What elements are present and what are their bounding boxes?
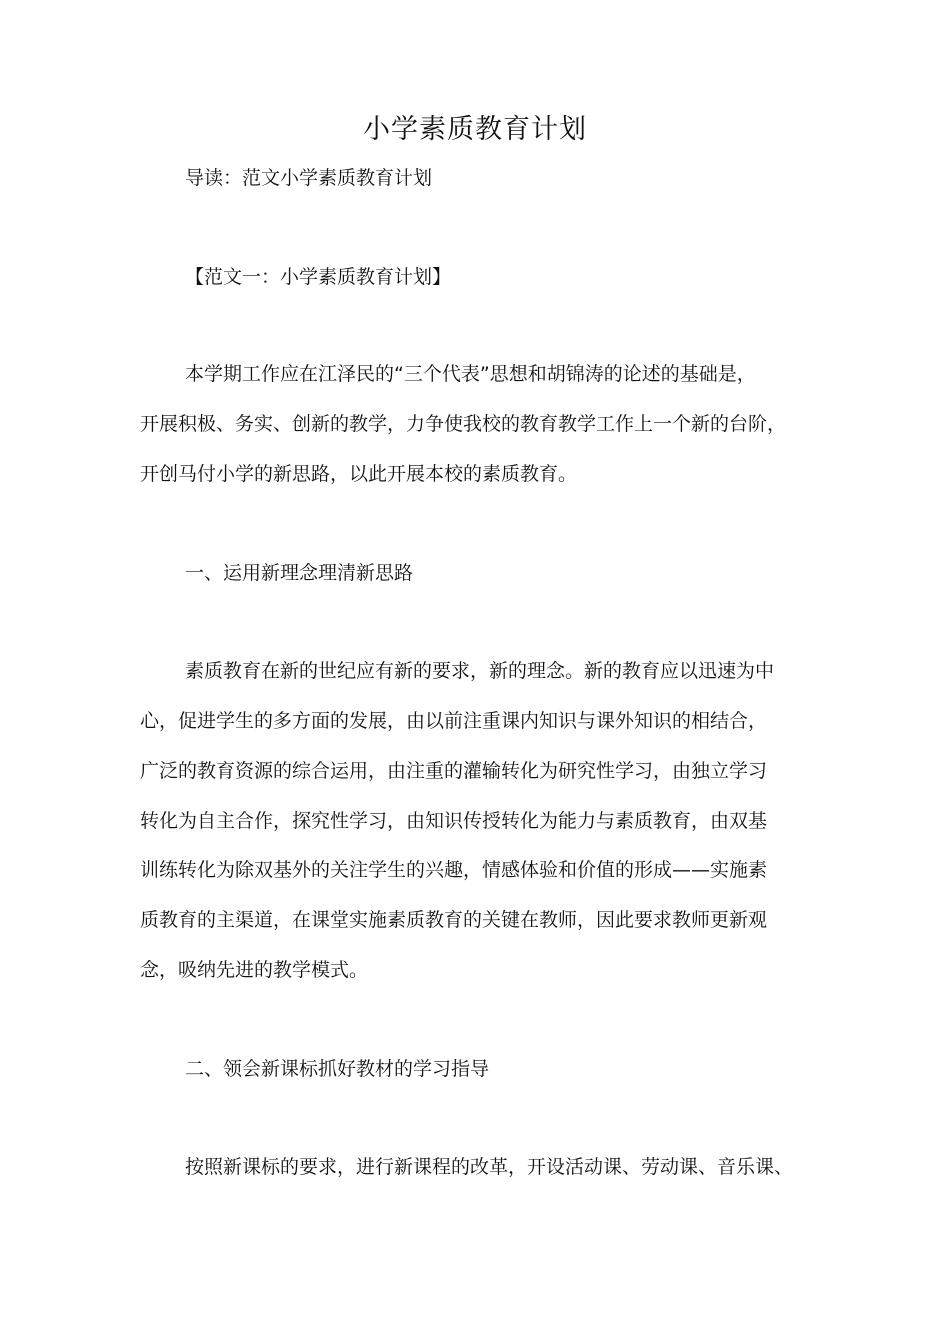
paragraph2-line-5: 训练转化为除双基外的关注学生的兴趣，情感体验和价值的形成——实施素	[140, 859, 768, 881]
paragraph2-line-1: 素质教育在新的世纪应有新的要求，新的理念。新的教育应以迅速为中	[185, 660, 775, 682]
paragraph2-line-7: 念，吸纳先进的教学模式。	[140, 959, 369, 981]
guide-line: 导读：范文小学素质教育计划	[185, 167, 433, 189]
section-header: 【范文一：小学素质教育计划】	[185, 266, 452, 288]
paragraph3-line-1: 按照新课标的要求，进行新课程的改革，开设活动课、劳动课、音乐课、	[185, 1156, 794, 1178]
heading-1: 一、运用新理念理清新思路	[185, 562, 414, 584]
paragraph2-line-6: 质教育的主渠道，在课堂实施素质教育的关键在教师，因此要求教师更新观	[140, 909, 768, 931]
heading-2: 二、领会新课标抓好教材的学习指导	[185, 1058, 490, 1080]
paragraph1-line-1: 本学期工作应在江泽民的“三个代表”思想和胡锦涛的论述的基础是，	[185, 363, 756, 385]
paragraph2-line-2: 心，促进学生的多方面的发展，由以前注重课内知识与课外知识的相结合，	[140, 710, 768, 732]
paragraph1-line-2: 开展积极、务实、创新的教学，力争使我校的教育教学工作上一个新的台阶，	[140, 413, 787, 435]
paragraph1-line-3: 开创马付小学的新思路，以此开展本校的素质教育。	[140, 463, 578, 485]
paragraph2-line-3: 广泛的教育资源的综合运用，由注重的灌输转化为研究性学习，由独立学习	[140, 760, 768, 782]
document-title: 小学素质教育计划	[363, 114, 587, 145]
paragraph2-line-4: 转化为自主合作，探究性学习，由知识传授转化为能力与素质教育，由双基	[140, 810, 768, 832]
